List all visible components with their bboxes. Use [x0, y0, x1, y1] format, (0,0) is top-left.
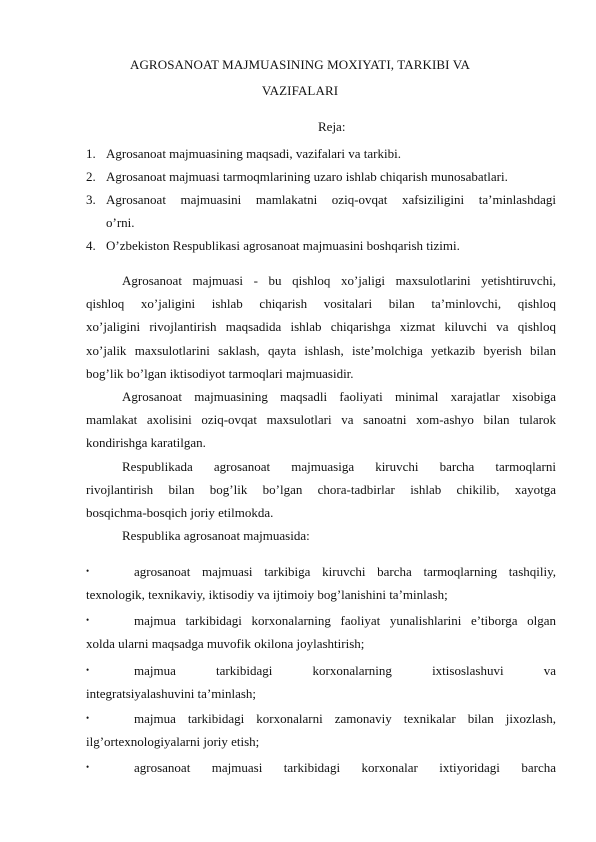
paragraph-line: Respublika agrosanoat majmuasida: — [122, 528, 310, 543]
paragraph-line: xo’jaligini rivojlantirish maqsadida ishlab chiqarishga xizmat kiluvchi va qishloq — [86, 319, 556, 335]
paragraph-purpose — [86, 385, 556, 455]
paragraph-line: Agrosanoat majmuasi - bu qishloq xo’jaligi maxsulotlarini yetishtiruvchi, — [122, 273, 556, 288]
bullet-line: integratsiyalashuvini ta’minlash; — [86, 686, 257, 702]
bullet-item-3 — [86, 659, 556, 705]
plan-item-number: 4. — [86, 238, 96, 253]
paragraph-list-intro — [86, 524, 556, 547]
plan-item-number: 1. — [86, 146, 96, 161]
plan-item-3 — [86, 188, 556, 234]
bullet-item-5 — [86, 756, 556, 779]
bullet-marker: • — [86, 713, 90, 723]
paragraph-line: Agrosanoat majmuasining maqsadli faoliyati minimal xarajatlar xisobiga — [122, 389, 556, 404]
plan-item-number: 3. — [86, 192, 96, 207]
bullet-item-2 — [86, 609, 556, 655]
plan-item-text: Agrosanoat majmuasining maqsadi, vazifalari va tarkibi. — [106, 146, 401, 161]
bullet-item-4 — [86, 707, 556, 753]
paragraph-line: xo’jalik maxsulotlarini saklash, qayta ishlash, iste’molchiga yetkazib byerish bilan — [86, 342, 556, 358]
document-title-line-1: AGROSANOAT MAJMUASINING MOXIYATI, TARKIBI VA — [129, 57, 471, 72]
bullet-marker: • — [86, 566, 90, 576]
bullet-marker: • — [86, 615, 90, 625]
plan-item-text: O’zbekiston Respublikasi agrosanoat majmuasini boshqarish tizimi. — [106, 238, 460, 253]
paragraph-line: kondirishga karatilgan. — [86, 435, 206, 451]
paragraph-line: qishloq xo’jaligini ishlab chiqarish vositalari bilan ta’minlovchi, qishloq — [86, 296, 556, 312]
plan-item-4 — [86, 234, 556, 257]
plan-item-1 — [86, 142, 556, 165]
plan-item-text: Agrosanoat majmuasi tarmoqmlarining uzaro ishlab chiqarish munosabatlari. — [106, 169, 508, 184]
plan-item-text-line-2: o’rni. — [106, 215, 135, 230]
paragraph-definition — [86, 269, 556, 385]
paragraph-development — [86, 455, 556, 525]
paragraph-line: mamlakat axolisini oziq-ovqat maxsulotlari va sanoatni xom-ashyo bilan tularok — [86, 412, 556, 428]
bullet-line: majmua tarkibidagi korxonalarni zamonaviy texnikalar bilan jixozlash, — [134, 711, 556, 726]
bullet-line: texnologik, texnikaviy, iktisodiy va ijtimoiy bog’lanishini ta’minlash; — [86, 587, 448, 603]
bullet-line: majmua tarkibidagi korxonalarning ixtisoslashuvi va — [134, 663, 556, 678]
bullet-line: majmua tarkibidagi korxonalarning faoliyat yunalishlarini e’tiborga olgan — [134, 613, 556, 628]
plan-item-2 — [86, 165, 556, 188]
bullet-line: agrosanoat majmuasi tarkibiga kiruvchi barcha tarmoqlarning tashqiliy, — [134, 564, 556, 579]
plan-item-text-line-1: Agrosanoat majmuasini mamlakatni oziq-ovqat xafsiziligini ta’minlashdagi — [106, 192, 556, 207]
paragraph-line: bosqichma-bosqich joriy etilmokda. — [86, 505, 274, 521]
plan-item-number: 2. — [86, 169, 96, 184]
plan-heading: Reja: — [318, 119, 346, 134]
paragraph-line: rivojlantirish bilan bog’lik bo’lgan chora-tadbirlar ishlab chikilib, xayotga — [86, 482, 556, 498]
bullet-item-1 — [86, 560, 556, 606]
bullet-line: xolda ularni maqsadga muvofik okilona joylashtirish; — [86, 636, 365, 652]
bullet-line: ilg’ortexnologiyalarni joriy etish; — [86, 734, 260, 750]
document-title-line-2: VAZIFALARI — [261, 83, 339, 98]
paragraph-line: bog’lik bo’lgan iktisodiyot tarmoqlari majmuasidir. — [86, 365, 354, 381]
bullet-marker: • — [86, 762, 90, 772]
paragraph-line: Respublikada agrosanoat majmuasiga kiruvchi barcha tarmoqlarni — [122, 459, 556, 474]
bullet-line: agrosanoat majmuasi tarkibidagi korxonalar ixtiyoridagi barcha — [134, 760, 556, 775]
bullet-marker: • — [86, 665, 90, 675]
